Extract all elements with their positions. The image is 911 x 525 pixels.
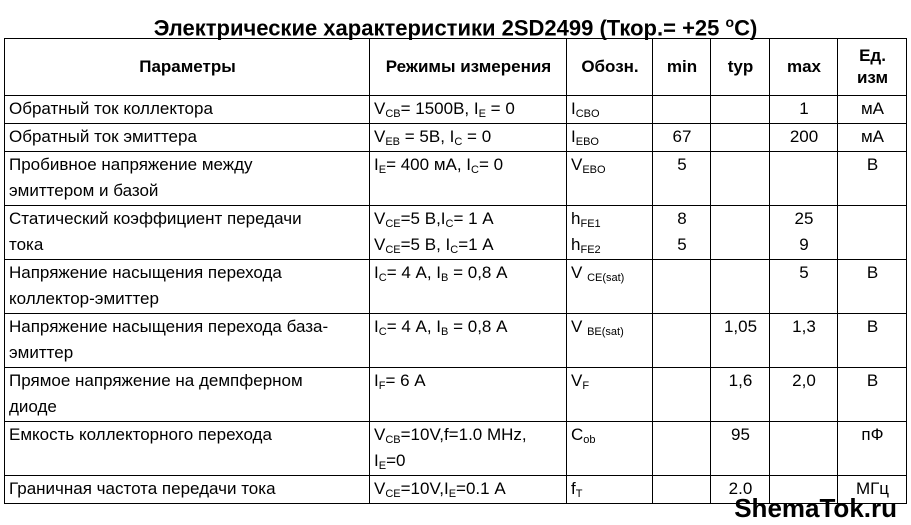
symbol-cell — [567, 476, 653, 504]
mode-line-subscript: F — [378, 380, 386, 392]
min-cell — [653, 368, 711, 422]
header-unit — [838, 39, 907, 96]
mode-line-text: V — [374, 209, 386, 228]
header-typ: typ — [711, 39, 770, 96]
max-cell — [770, 96, 838, 124]
mode-line-text: V — [374, 99, 386, 118]
mode-line-text: I — [374, 371, 379, 390]
title-main: Электрические характеристики 2SD2499 (Ткор.= +25 — [153, 15, 726, 41]
symbol-line — [571, 422, 649, 448]
mode-line-text: =0.1 А — [456, 479, 506, 498]
characteristics-table — [4, 38, 907, 504]
param-text: диоде — [9, 397, 57, 416]
table-body — [5, 96, 907, 504]
header-unit-line1: Ед. — [859, 46, 886, 65]
param-text: эмиттер — [9, 343, 74, 362]
param-text: эмиттером и базой — [9, 181, 159, 200]
symbol-line-subscript: EBO — [582, 164, 606, 176]
max-cell — [770, 152, 838, 206]
symbol-line-subscript: CE(sat) — [587, 272, 625, 284]
symbol-cell — [567, 422, 653, 476]
unit-cell: В — [838, 152, 907, 206]
unit-cell: мА — [838, 124, 907, 152]
mode-line-subscript: B — [441, 272, 449, 284]
mode-line-text: = 4 А, I — [386, 317, 442, 336]
mode-line-text: = 0,8 А — [448, 317, 508, 336]
typ-value: 1,05 — [723, 317, 758, 336]
mode-cell — [370, 96, 567, 124]
max-cell — [770, 368, 838, 422]
typ-cell — [711, 152, 770, 206]
mode-line — [374, 96, 563, 122]
min-cell — [653, 260, 711, 314]
symbol-line-subscript: F — [582, 380, 590, 392]
mode-cell — [370, 476, 567, 504]
symbol-line — [571, 206, 649, 232]
param-text: Пробивное напряжение между — [9, 155, 253, 174]
param-text: Обратный ток коллектора — [9, 99, 213, 118]
mode-cell — [370, 314, 567, 368]
symbol-line — [571, 260, 649, 286]
min-cell — [653, 206, 711, 260]
symbol-line-text: V — [571, 371, 583, 390]
param-text: коллектор-эмиттер — [9, 289, 159, 308]
mode-line-subscript: C — [445, 218, 454, 230]
param-text: Прямое напряжение на демпферном — [9, 371, 303, 390]
unit-cell: В — [838, 314, 907, 368]
mode-line-text: =1 А — [458, 235, 494, 254]
mode-cell — [370, 152, 567, 206]
mode-line-subscript: CB — [385, 108, 401, 120]
symbol-line — [571, 232, 649, 258]
param-text: Напряжение насыщения перехода база- — [9, 317, 329, 336]
symbol-line-text: V — [571, 155, 583, 174]
typ-cell — [711, 260, 770, 314]
symbol-cell — [567, 124, 653, 152]
symbol-line-text: h — [571, 235, 581, 254]
mode-line-text: I — [374, 451, 379, 470]
symbol-line-text: C — [571, 425, 584, 444]
param-cell — [5, 96, 370, 124]
symbol-line — [571, 152, 649, 178]
symbol-line — [571, 476, 649, 502]
header-unit-line2: изм — [856, 68, 889, 87]
mode-line-text: = 5В, I — [400, 127, 455, 146]
mode-line-text: I — [374, 317, 379, 336]
header-row — [5, 39, 907, 96]
unit-cell — [838, 206, 907, 260]
header-max: max — [770, 39, 838, 96]
param-cell — [5, 260, 370, 314]
table-row — [5, 206, 907, 260]
mode-line-subscript: CE — [385, 244, 401, 256]
symbol-cell — [567, 260, 653, 314]
mode-cell — [370, 206, 567, 260]
symbol-line-subscript: EBO — [575, 136, 599, 148]
max-cell — [770, 422, 838, 476]
symbol-line-text: f — [571, 479, 576, 498]
mode-line-text: =10V,I — [400, 479, 449, 498]
typ-cell — [711, 124, 770, 152]
mode-line — [374, 314, 563, 340]
max-value: 200 — [789, 127, 819, 146]
param-cell — [5, 476, 370, 504]
symbol-cell — [567, 206, 653, 260]
max-value: 1 — [799, 99, 809, 118]
min-cell — [653, 96, 711, 124]
typ-value: 95 — [731, 425, 750, 444]
min-value: 67 — [672, 127, 692, 146]
symbol-line-text: V — [571, 317, 588, 336]
max-cell — [770, 314, 838, 368]
mode-cell — [370, 422, 567, 476]
mode-line-subscript: E — [378, 164, 387, 176]
table-row — [5, 368, 907, 422]
mode-line-text: = 6 А — [385, 371, 426, 390]
mode-line-text: =5 В,I — [400, 209, 446, 228]
mode-line-text: = 1 А — [453, 209, 494, 228]
unit-cell: МГц — [838, 476, 907, 504]
mode-line-subscript: CE — [385, 488, 401, 500]
mode-line-text: V — [374, 127, 386, 146]
typ-cell — [711, 96, 770, 124]
typ-cell — [711, 206, 770, 260]
typ-cell — [711, 422, 770, 476]
unit-cell: мА — [838, 96, 907, 124]
param-cell — [5, 422, 370, 476]
symbol-line-text: I — [571, 127, 576, 146]
max-cell — [770, 124, 838, 152]
unit-cell: В — [838, 260, 907, 314]
mode-line — [374, 476, 563, 502]
symbol-line-text: V — [571, 263, 588, 282]
min-cell — [653, 124, 711, 152]
mode-line-subscript: CB — [385, 434, 401, 446]
mode-line-subscript: B — [441, 326, 449, 338]
typ-value: 1,6 — [728, 371, 753, 390]
mode-line-text: = 0,8 А — [448, 263, 508, 282]
mode-line-text: V — [374, 425, 386, 444]
param-text: Емкость коллекторного перехода — [9, 425, 272, 444]
mode-line-subscript: E — [448, 488, 457, 500]
title-tail: C) — [734, 15, 758, 41]
mode-line-subscript: CE — [385, 218, 401, 230]
max-value: 1,3 — [792, 317, 816, 336]
param-text: Граничная частота передачи тока — [9, 479, 276, 498]
symbol-line — [571, 314, 649, 340]
mode-line-text: =0 — [386, 451, 406, 470]
mode-line-text: I — [374, 263, 379, 282]
mode-line-text: =10V,f=1.0 MHz, — [400, 425, 527, 444]
mode-line — [374, 232, 563, 258]
unit-cell: пФ — [838, 422, 907, 476]
max-cell — [770, 206, 838, 260]
param-cell — [5, 124, 370, 152]
header-params: Параметры — [5, 39, 370, 96]
mode-line-text: = 0 — [485, 99, 515, 118]
param-text: Обратный ток эмиттера — [9, 127, 197, 146]
watermark: ShemaTok.ru — [734, 493, 897, 523]
symbol-cell — [567, 96, 653, 124]
mode-line-text: V — [374, 479, 386, 498]
mode-cell — [370, 124, 567, 152]
param-cell — [5, 152, 370, 206]
symbol-line-subscript: BE(sat) — [587, 326, 624, 338]
typ-cell — [711, 368, 770, 422]
mode-line-subscript: C — [450, 244, 459, 256]
mode-line — [374, 260, 563, 286]
min-cell — [653, 422, 711, 476]
mode-line-text: = 1500В, I — [400, 99, 479, 118]
title-degree: o — [725, 14, 735, 30]
mode-cell — [370, 260, 567, 314]
typ-value: 2.0 — [728, 479, 753, 498]
mode-line — [374, 448, 563, 474]
mode-line-text: I — [374, 155, 379, 174]
min-cell — [653, 314, 711, 368]
symbol-line-text: h — [571, 209, 581, 228]
unit-cell: В — [838, 368, 907, 422]
symbol-line — [571, 124, 649, 150]
mode-line-subscript: E — [478, 108, 486, 120]
mode-line-subscript: E — [378, 460, 387, 472]
min-cell — [653, 476, 711, 504]
mode-line-subscript: EB — [385, 136, 401, 148]
param-text: Напряжение насыщения перехода — [9, 263, 282, 282]
param-text: тока — [9, 235, 44, 254]
symbol-line-text: I — [571, 99, 576, 118]
symbol-line-subscript: FE2 — [580, 244, 601, 256]
mode-line-text: V — [374, 235, 386, 254]
symbol-line — [571, 96, 649, 122]
param-cell — [5, 314, 370, 368]
symbol-line-subscript: ob — [583, 434, 596, 446]
min-cell — [653, 152, 711, 206]
param-cell — [5, 206, 370, 260]
symbol-line-subscript: FE1 — [580, 218, 601, 230]
min-value: 8 — [677, 209, 687, 228]
mode-line-subscript: C — [378, 272, 387, 284]
symbol-line-subscript: CBO — [575, 108, 600, 120]
table-row — [5, 422, 907, 476]
mode-line — [374, 206, 563, 232]
symbol-cell — [567, 368, 653, 422]
mode-line-text: = 4 А, I — [386, 263, 442, 282]
mode-line — [374, 422, 563, 448]
header-min: min — [653, 39, 711, 96]
table-row — [5, 260, 907, 314]
mode-line — [374, 368, 563, 394]
table-row — [5, 96, 907, 124]
max-cell — [770, 260, 838, 314]
mode-line-text: =5 В, I — [400, 235, 451, 254]
mode-line-subscript: C — [378, 326, 387, 338]
table-row — [5, 124, 907, 152]
header-modes: Режимы измерения — [370, 39, 567, 96]
param-text: Статический коэффициент передачи — [9, 209, 302, 228]
mode-line-subscript: C — [454, 136, 463, 148]
mode-line-text: = 400 мА, I — [386, 155, 472, 174]
max-value: 2,0 — [792, 371, 816, 390]
mode-line — [374, 152, 563, 178]
min-value: 5 — [677, 155, 687, 174]
table-row — [5, 314, 907, 368]
header-symbol: Обозн. — [567, 39, 653, 96]
mode-cell — [370, 368, 567, 422]
min-value: 5 — [677, 235, 687, 254]
max-value: 5 — [799, 263, 809, 282]
max-value: 9 — [799, 235, 809, 254]
symbol-cell — [567, 152, 653, 206]
mode-line-subscript: C — [471, 164, 479, 176]
max-value: 25 — [794, 209, 814, 228]
symbol-cell — [567, 314, 653, 368]
mode-line — [374, 124, 563, 150]
param-cell — [5, 368, 370, 422]
symbol-line-subscript: T — [575, 488, 583, 500]
table-row — [5, 152, 907, 206]
symbol-line — [571, 368, 649, 394]
mode-line-text: = 0 — [462, 127, 492, 146]
mode-line-text: = 0 — [478, 155, 504, 174]
typ-cell — [711, 314, 770, 368]
